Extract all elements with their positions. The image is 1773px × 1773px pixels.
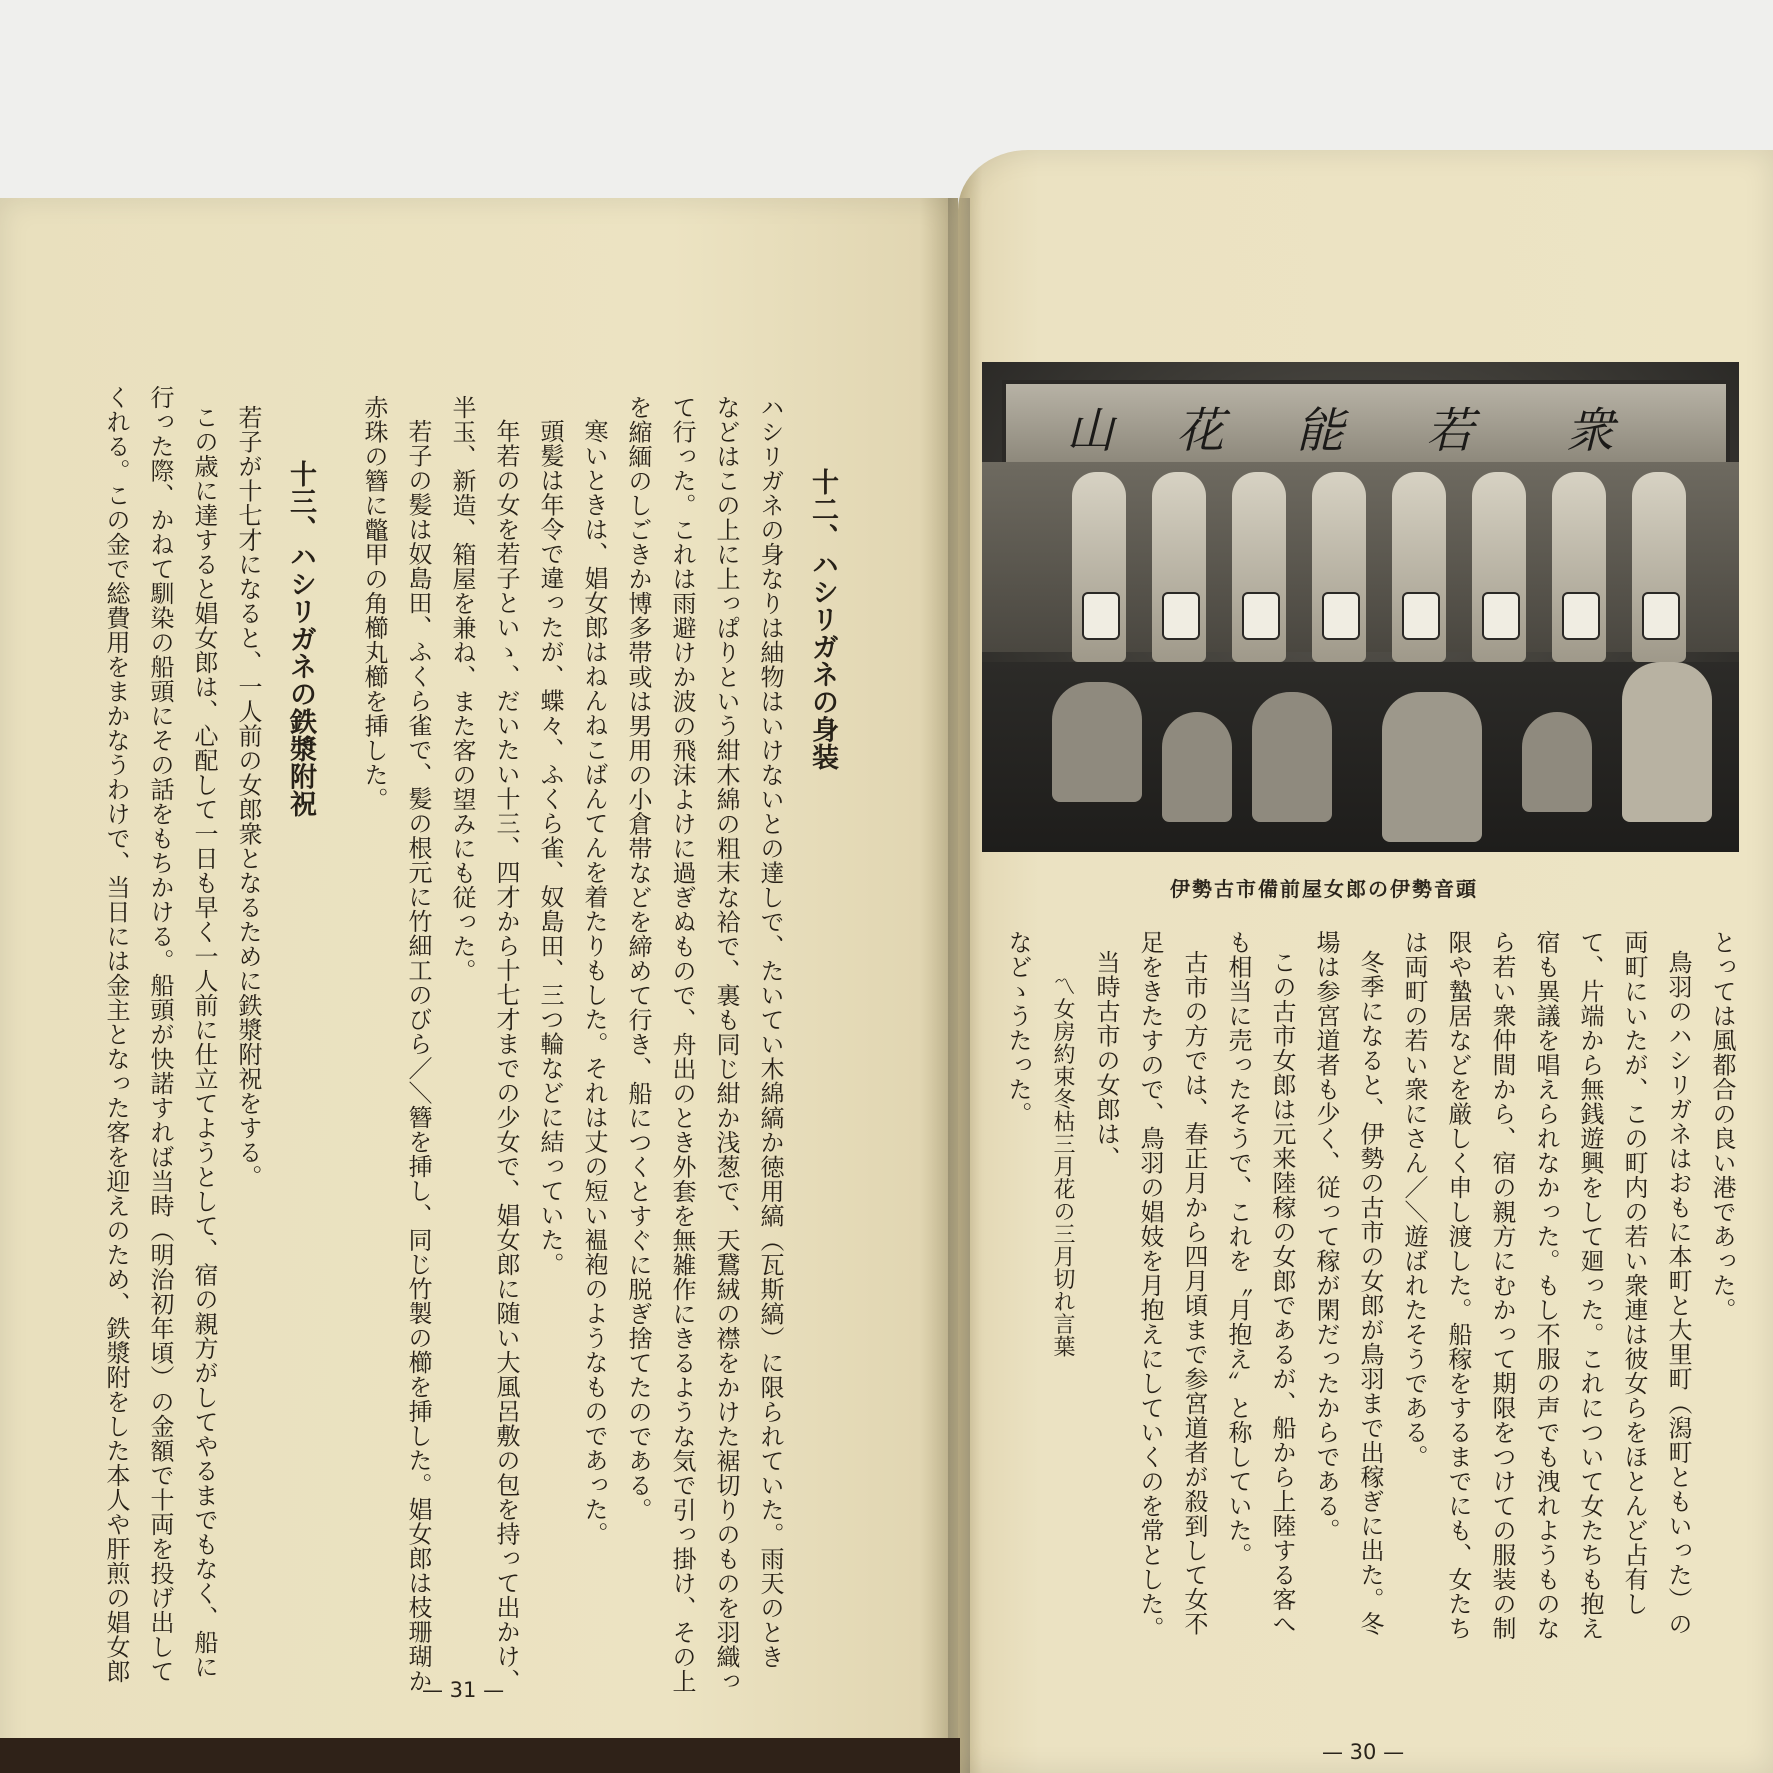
text-column: 行った際、かねて馴染の船頭にその話をもちかける。船頭が快諾すれば当時（明治初年頃）の金額で十両を投げ出して	[146, 385, 174, 1684]
text-column: 若子の髪は奴島田、ふくら雀で、髪の根元に竹細工のびら／＼簪を挿し、同じ竹製の櫛を挿した。娼女郎は枝珊瑚か	[404, 419, 432, 1693]
text-column: とっては風都合の良い港であった。	[1708, 930, 1736, 1322]
text-column: ら若い衆仲間から、宿の親方にむかって期限をつけての服装の制	[1488, 930, 1516, 1641]
text-column: 両町にいたが、この町内の若い衆連は彼女らをほとんど占有し	[1620, 930, 1648, 1616]
section-heading-12: 十二、ハシリガネの身装	[807, 468, 838, 771]
lantern	[1162, 592, 1200, 640]
text-column: などゝうたった。	[1004, 930, 1032, 1126]
text-column: は両町の若い衆にさん／＼遊ばれたそうである。	[1400, 930, 1428, 1469]
text-column: などはこの上に上っぱりという紺木綿の粗末な袷で、裏も同じ紺か浅葱で、天鵞絨の襟をかけた裾切りのものを羽織っ	[712, 395, 740, 1694]
photo-banner: 山 花 能 若 衆	[1002, 380, 1730, 466]
audience-figure	[1162, 712, 1232, 822]
text-column: て行った。これは雨避けか波の飛沫よけに過ぎぬもので、舟出のとき外套を無雑作にきるような気で引っ掛け、その上	[668, 395, 696, 1694]
text-column: 寒いときは、娼女郎はねんねこばんてんを着たりもした。それは丈の短い褞袍のようなものであった。	[580, 419, 608, 1546]
page-number-right: — 30 —	[1322, 1740, 1405, 1764]
audience-figure	[1252, 692, 1332, 822]
text-column: 鳥羽のハシリガネはおもに本町と大里町（潟町ともいった）の	[1664, 950, 1692, 1636]
text-column: 冬季になると、伊勢の古市の女郎が鳥羽まで出稼ぎに出た。冬	[1356, 950, 1384, 1636]
text-column: この歳に達すると娼女郎は、心配して一日も早く一人前に仕立てようとして、宿の親方がしてやるまでもなく、船に	[190, 405, 218, 1679]
text-column: て、片端から無銭遊興をして廻った。これについて女たちも抱え	[1576, 930, 1604, 1641]
audience-figure	[1382, 692, 1482, 842]
lantern	[1562, 592, 1600, 640]
text-column: 宿も異議を唱えられなかった。もし不服の声でも洩れようものな	[1532, 930, 1560, 1641]
text-column: 若子が十七才になると、一人前の女郎衆となるために鉄漿附祝をする。	[234, 405, 262, 1189]
audience-figure	[1622, 662, 1712, 822]
photo-ise-ondo	[982, 362, 1739, 852]
text-column: 赤珠の簪に鼈甲の角櫛丸櫛を挿した。	[360, 395, 388, 812]
lantern	[1322, 592, 1360, 640]
section-heading-13: 十三、ハシリガネの鉄漿附祝	[285, 460, 316, 818]
photo-caption: 伊勢古市備前屋女郎の伊勢音頭	[1170, 877, 1478, 901]
banner-lettering: 山	[1066, 403, 1115, 459]
text-column: 当時古市の女郎は、	[1092, 950, 1120, 1171]
text-column: この古市女郎は元来陸稼の女郎であるが、船から上陸する客へ	[1268, 950, 1296, 1636]
text-column: 場は参宮道者も少く、従って稼が閑だったからである。	[1312, 930, 1340, 1543]
audience-figure	[1522, 712, 1592, 812]
song-lyric: 〽女房約束冬枯三月花の三月切れ言葉	[1050, 975, 1075, 1358]
lantern	[1402, 592, 1440, 640]
lantern	[1242, 592, 1280, 640]
book-gutter	[948, 198, 970, 1773]
text-column: 古市の方では、春正月から四月頃まで参宮道者が殺到して女不	[1180, 950, 1208, 1636]
audience-figure	[1052, 682, 1142, 802]
lantern	[1482, 592, 1520, 640]
text-column: 限や蟄居などを厳しく申し渡した。船稼をするまでにも、女たち	[1444, 930, 1472, 1641]
lantern	[1642, 592, 1680, 640]
text-column: 足をきたすので、鳥羽の娼妓を月抱えにしていくのを常とした。	[1136, 930, 1164, 1641]
text-column: ハシリガネの身なりは紬物はいけないとの達しで、たいてい木綿縞か徳用縞（瓦斯縞）に限られていた。雨天のとき	[756, 395, 784, 1669]
table-surface	[0, 1738, 960, 1773]
text-column: 頭髪は年令で違ったが、蝶々、ふくら雀、奴島田、三つ輪などに結っていた。	[536, 419, 564, 1277]
text-column: 半玉、新造、箱屋を兼ね、また客の望みにも従った。	[448, 395, 476, 983]
text-column: も相当に売ったそうで、これを〝月抱え〟と称していた。	[1224, 930, 1252, 1567]
text-column: くれる。この金で総費用をまかなうわけで、当日には金主となった客を迎えのため、鉄漿附をした本人や肝煎の娼女郎	[102, 385, 130, 1684]
lantern	[1082, 592, 1120, 640]
page-number-left: — 31 —	[422, 1678, 505, 1702]
text-column: 年若の女を若子といゝ、だいたい十三、四才から十七才までの少女で、娼女郎に随い大風呂敷の包を持って出かけ、	[492, 419, 520, 1693]
text-column: を縮緬のしごきか博多帯或は男用の小倉帯などを締めて行き、船につくとすぐに脱ぎ捨てたのである。	[624, 395, 652, 1522]
